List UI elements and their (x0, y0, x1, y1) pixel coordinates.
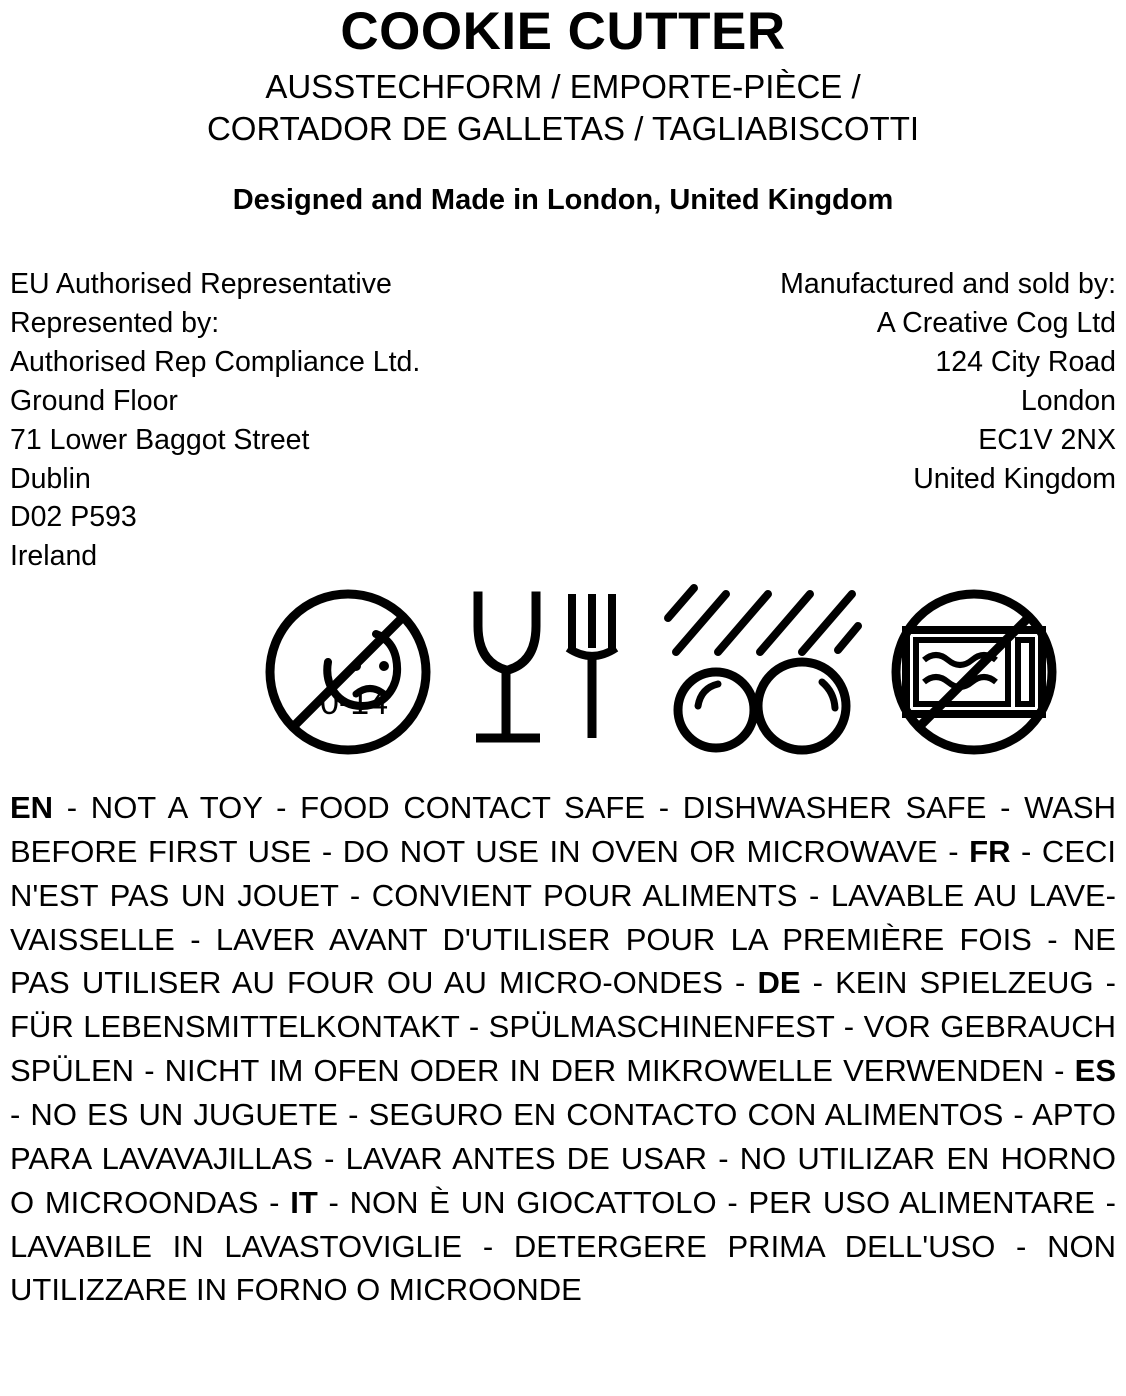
eu-representative-address (10, 265, 585, 576)
address-line: D02 P593 (10, 501, 137, 534)
address-line: A Creative Cog Ltd (876, 307, 1116, 339)
page-title: COOKIE CUTTER (340, 2, 786, 61)
warning-it: - NON È UN GIOCATTOLO - PER USO ALIMENTARE - LAVABILE IN LAVASTOVIGLIE - DETERGERE PRIMA DELL'USO - NON UTILIZZARE IN FORNO O MICROONDE (10, 1184, 1116, 1308)
address-line: EC1V 2NX (978, 423, 1116, 456)
address-line: Ireland (10, 540, 98, 573)
address-line: EU Authorised Representative (10, 268, 392, 301)
lang-code-de: DE (757, 965, 801, 1001)
subtitle-block (10, 66, 1116, 150)
address-line: 71 Lower Baggot Street (10, 423, 310, 456)
warning-en: - NOT A TOY - FOOD CONTACT SAFE - DISHWASHER SAFE - WASH BEFORE FIRST USE - DO NOT USE IN OVEN OR MICROWAVE - (10, 790, 1116, 869)
address-line: Ground Floor (10, 384, 178, 417)
address-line: London (1020, 384, 1116, 417)
address-line: Authorised Rep Compliance Ltd. (10, 345, 421, 378)
age-range-label: 0-14 (320, 684, 389, 722)
not-for-children-under-14-icon (258, 582, 438, 767)
not-microwave-safe-icon (884, 582, 1064, 767)
address-line: Manufactured and sold by: (780, 268, 1116, 301)
label-page (0, 4, 1126, 1396)
address-line: United Kingdom (913, 462, 1116, 495)
lang-code-es: ES (1074, 1053, 1116, 1089)
symbol-row (258, 582, 1126, 767)
lang-code-en: EN (10, 790, 54, 825)
warning-es: - NO ES UN JUGUETE - SEGURO EN CONTACTO CON ALIMENTOS - APTO PARA LAVAVAJILLAS - LAVAR ANTES DE USAR - NO UTILIZAR EN HORNO O MICROONDAS - (10, 1097, 1116, 1220)
warning-fr: - CECI N'EST PAS UN JOUET - CONVIENT POUR ALIMENTS - LAVABLE AU LAVE-VAISSELLE - LAVER AVANT D'UTILISER POUR LA PREMIÈRE FOIS - NE PAS UTILISER AU FOUR OU AU MICRO-ONDES - (10, 833, 1117, 1001)
address-line: Dublin (10, 462, 91, 495)
address-block (10, 265, 1116, 576)
lang-code-it: IT (290, 1184, 318, 1220)
address-line: Represented by: (10, 307, 220, 339)
warning-de: - KEIN SPIELZEUG - FÜR LEBENSMITTELKONTAKT - SPÜLMASCHINENFEST - VOR GEBRAUCH SPÜLEN - NICHT IM OFEN ODER IN DER MIKROWELLE VERWENDEN - (10, 965, 1116, 1089)
made-in-statement: Designed and Made in London, United Kingdom (232, 184, 894, 217)
subtitle-line-2: CORTADOR DE GALLETAS / TAGLIABISCOTTI (206, 109, 920, 147)
dishwasher-safe-icon (662, 582, 862, 767)
manufacturer-address (607, 265, 1116, 576)
lang-code-fr: FR (969, 833, 1011, 869)
multilingual-warning-text (10, 786, 1116, 1312)
address-line: 124 City Road (935, 345, 1116, 378)
food-contact-safe-icon (460, 582, 640, 767)
subtitle-line-1: AUSSTECHFORM / EMPORTE-PIÈCE / (265, 67, 861, 105)
